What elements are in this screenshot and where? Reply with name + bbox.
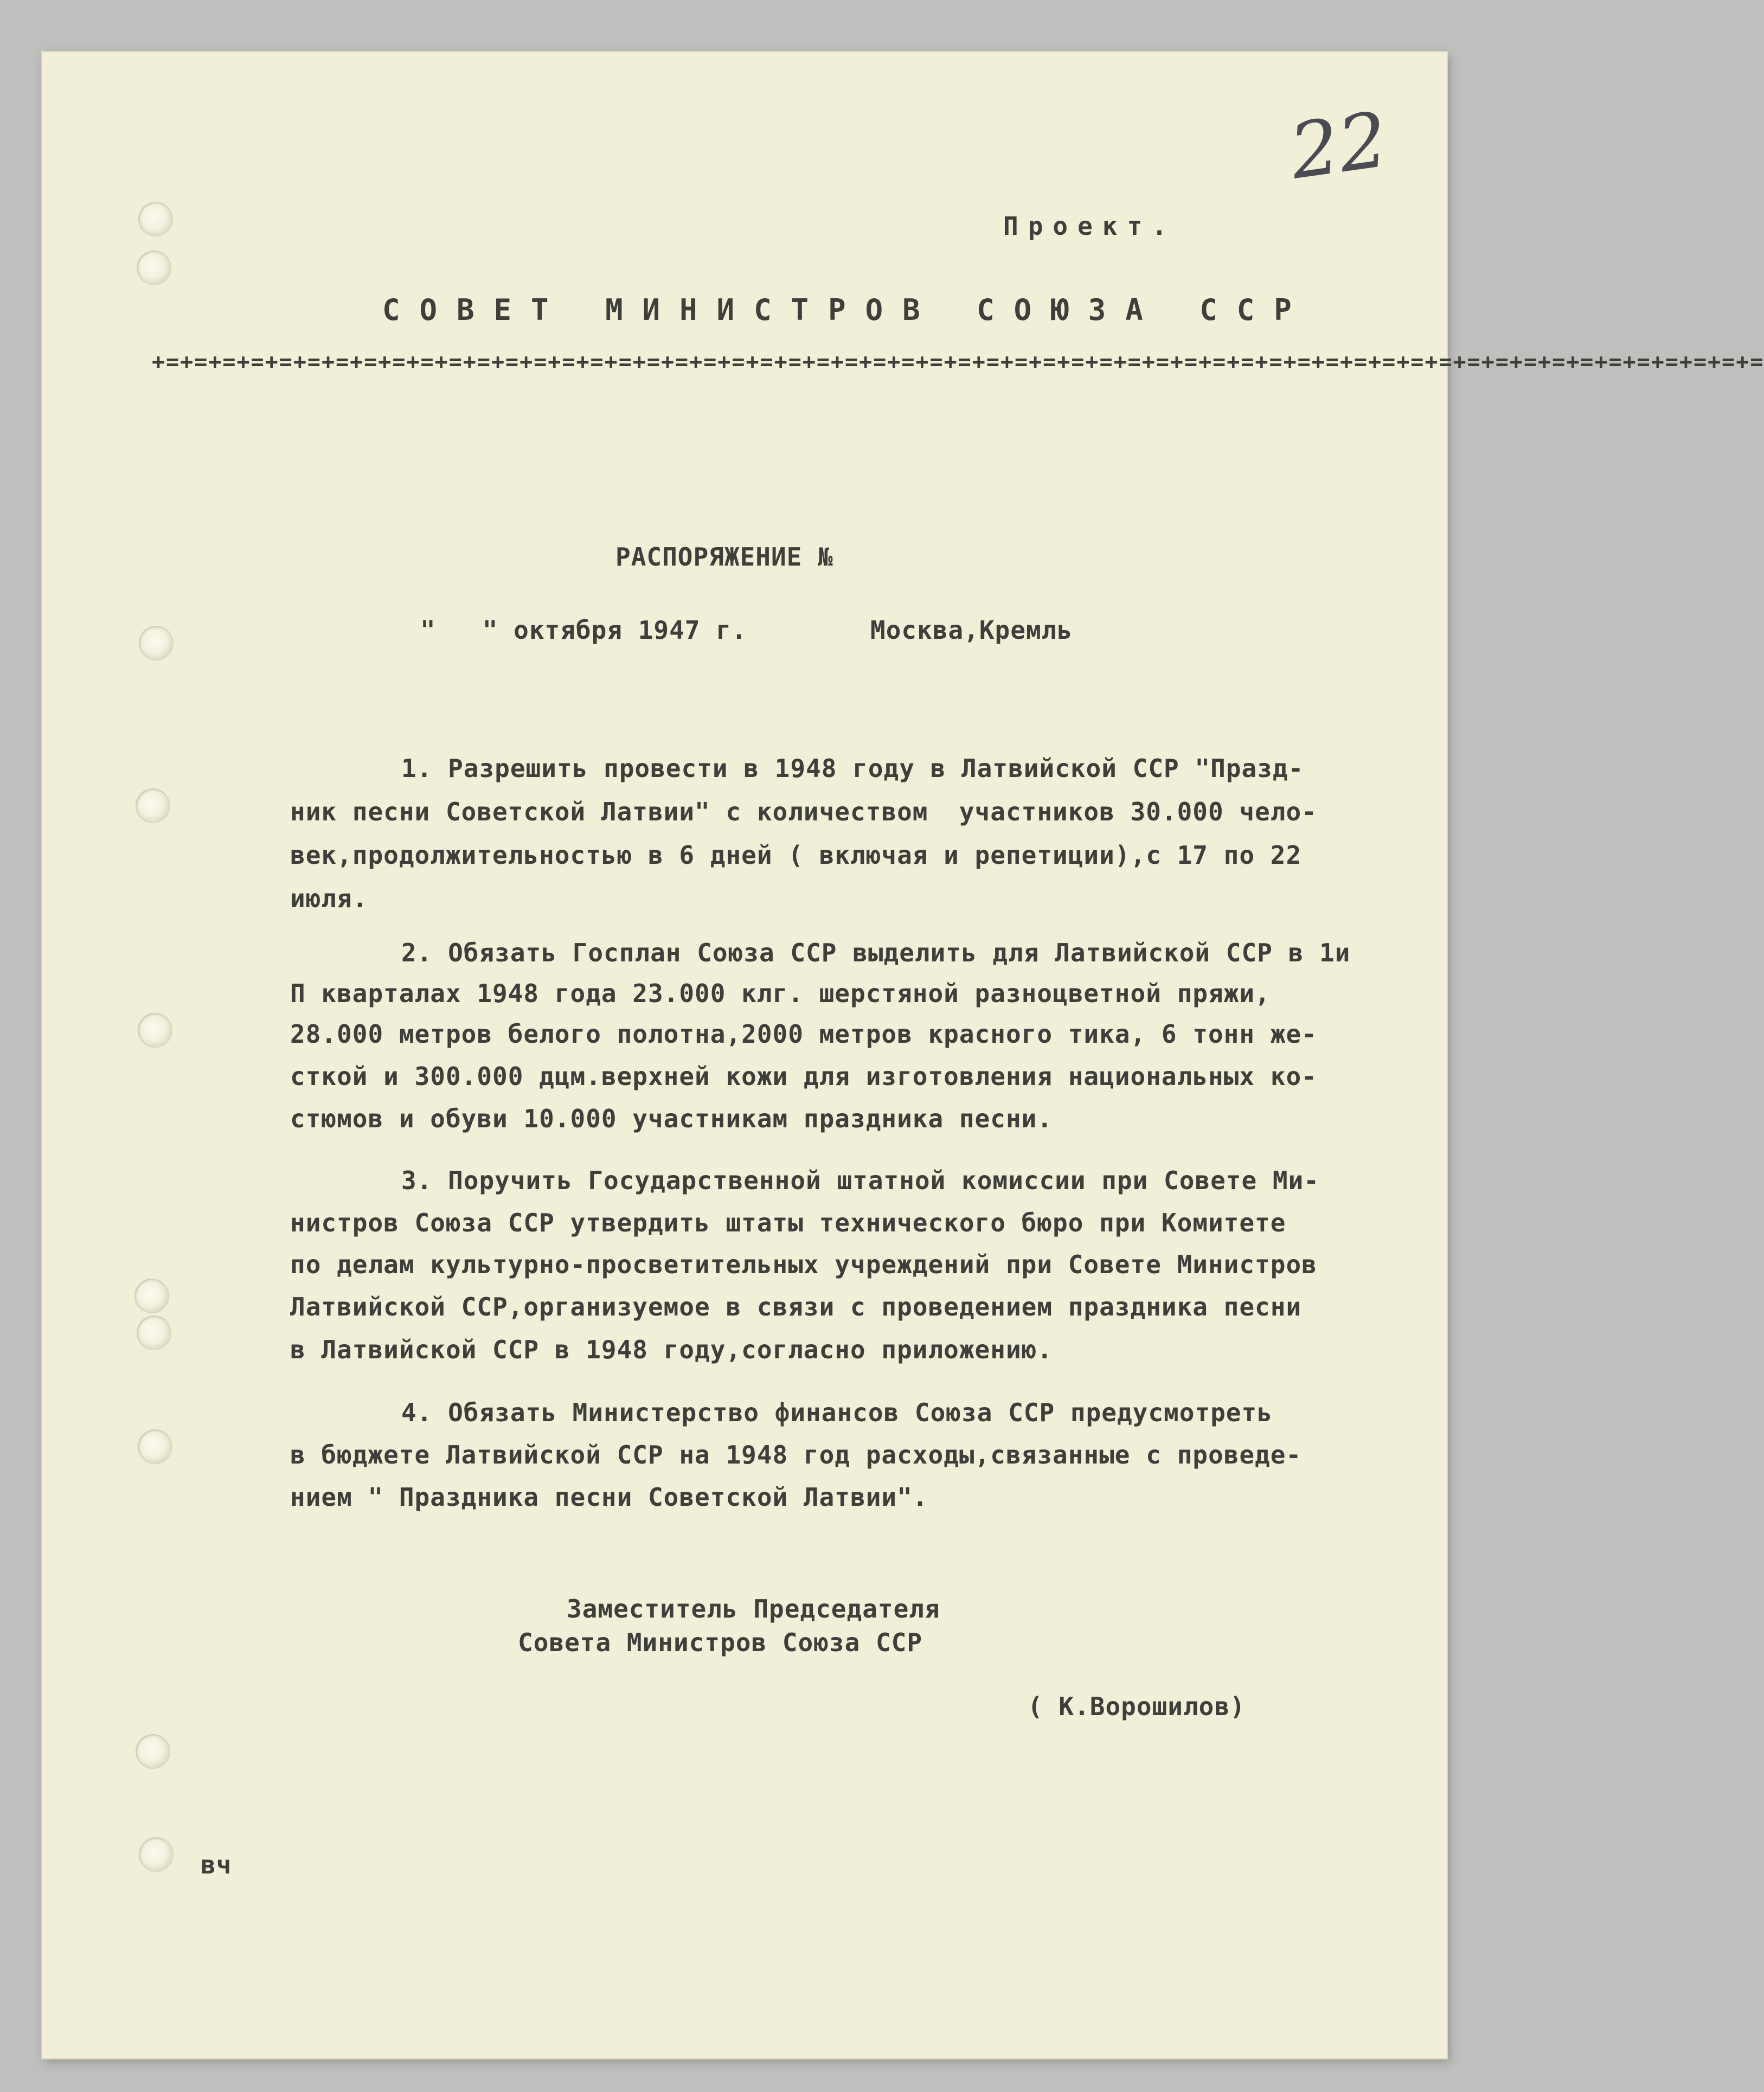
project-label: Проект. [1003,211,1177,241]
signatory-position: Заместитель Председателя [567,1594,940,1623]
organization-title: СОВЕТ МИНИСТРОВ СОЮЗА ССР [382,293,1311,327]
body-line: 3. Поручить Государственной штатной комиссии при Совете Ми- [401,1166,1319,1195]
punch-hole [134,1279,169,1313]
body-line: Латвийской ССР,организуемое в связи с проведением праздника песни [290,1292,1302,1321]
body-line: 28.000 метров белого полотна,2000 метров красного тика, 6 тонн же- [290,1019,1317,1049]
punch-hole [137,1315,171,1350]
body-line: нистров Союза ССР утвердить штаты технического бюро при Комитете [290,1208,1286,1237]
punch-hole [136,788,170,823]
body-line: ник песни Советской Латвии" с количеством участников 30.000 чело- [290,797,1317,826]
page-number: 22 [1285,95,1393,197]
body-line: в Латвийской ССР в 1948 году,согласно приложению. [290,1335,1053,1364]
typist-initials: вч [201,1850,232,1879]
body-line: 2. Обязать Госплан Союза ССР выделить для Латвийской ССР в 1и [401,938,1351,967]
punch-hole [136,1734,170,1769]
body-line: нием " Праздника песни Советской Латвии". [290,1483,928,1512]
body-line: 4. Обязать Министерство финансов Союза ССР предусмотреть [401,1398,1273,1427]
body-line: по делам культурно-просветительных учреждений при Совете Министров [290,1250,1317,1279]
order-title: РАСПОРЯЖЕНИЕ № [615,542,833,572]
body-line: век,продолжительностью в 6 дней ( включая и репетиции),с 17 по 22 [290,840,1302,870]
order-place: Москва,Кремль [870,615,1073,645]
order-date: " " октября 1947 г. [420,615,747,645]
punch-hole [139,626,174,660]
body-line: июля. [290,884,368,913]
body-line: в бюджете Латвийской ССР на 1948 год расходы,связанные с проведе- [290,1440,1302,1469]
punch-hole [139,1837,174,1872]
punch-hole [138,1429,172,1464]
signatory-position: Совета Министров Союза ССР [518,1628,923,1657]
body-line: сткой и 300.000 дцм.верхней кожи для изготовления национальных ко- [290,1062,1317,1091]
divider-line: +=+=+=+=+=+=+=+=+=+=+=+=+=+=+=+=+=+=+=+=+=+=+=+=+=+=+=+=+=+=+=+=+=+=+=+=+=+=+=+=+=+=+=+=+=+=+=+=+=+=+=+=+=+=+=+=+= [152,350,1764,375]
signatory-name: ( К.Ворошилов) [1028,1692,1246,1721]
punch-hole [137,251,171,285]
body-line: П кварталах 1948 года 23.000 клг. шерстяной разноцветной пряжи, [290,979,1271,1008]
punch-hole [138,202,173,236]
body-line: 1. Разрешить провести в 1948 году в Латвийской ССР "Празд- [401,754,1304,783]
body-line: стюмов и обуви 10.000 участникам праздника песни. [290,1104,1053,1133]
punch-hole [138,1013,172,1048]
